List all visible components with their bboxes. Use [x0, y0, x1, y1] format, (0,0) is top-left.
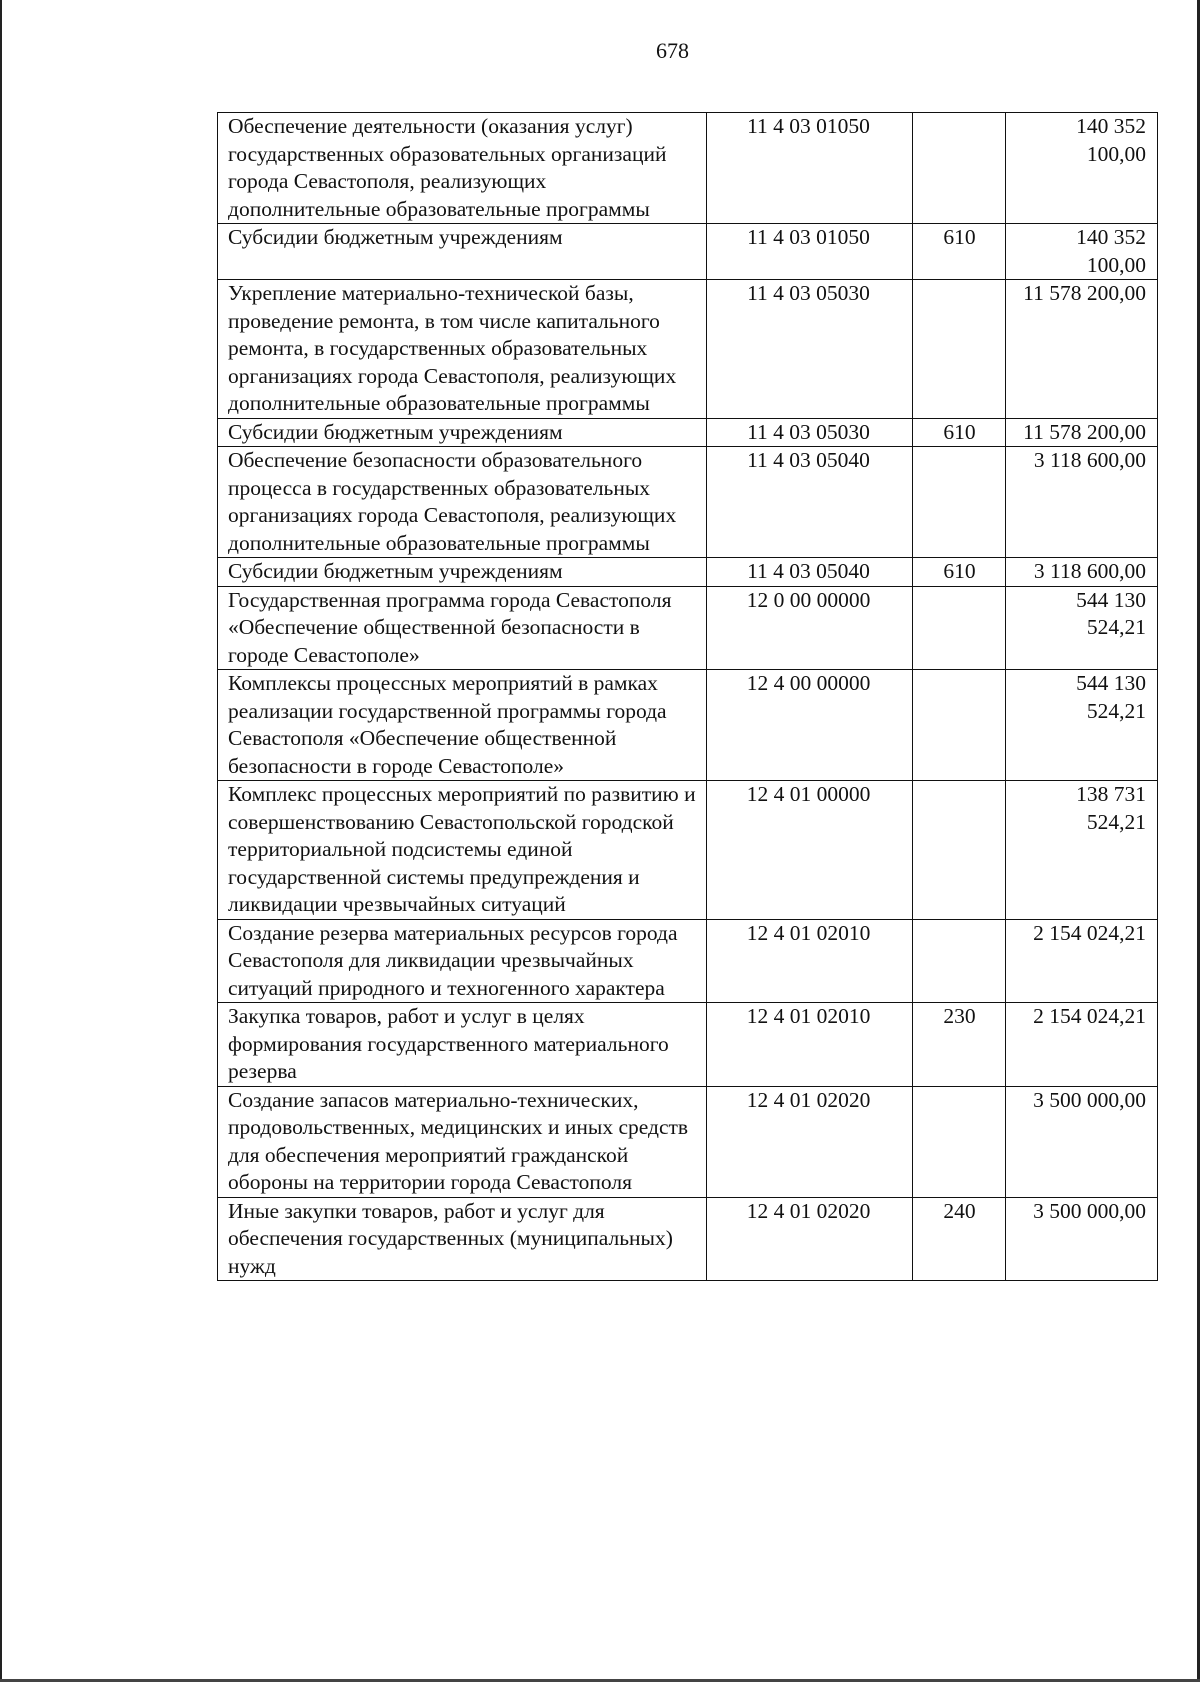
- cell-sum: 3 118 600,00: [1006, 447, 1158, 558]
- cell-code: 11 4 03 01050: [707, 224, 913, 280]
- cell-expense-type: [913, 280, 1006, 419]
- cell-name: Государственная программа города Севастополя «Обеспечение общественной безопасности в городе Севастополе»: [218, 586, 707, 670]
- cell-expense-type: [913, 113, 1006, 224]
- cell-name: Субсидии бюджетным учреждениям: [218, 224, 707, 280]
- table-row: [218, 586, 1158, 670]
- cell-expense-type: [913, 781, 1006, 920]
- table-row: [218, 1086, 1158, 1197]
- cell-code: 12 4 01 02020: [707, 1197, 913, 1281]
- table-row: [218, 224, 1158, 280]
- cell-name: Создание резерва материальных ресурсов города Севастополя для ликвидации чрезвычайных ситуаций природного и техногенного характера: [218, 919, 707, 1003]
- budget-table-body: [218, 113, 1158, 1281]
- cell-expense-type: 610: [913, 558, 1006, 587]
- table-row: [218, 418, 1158, 447]
- cell-name: Комплекс процессных мероприятий по развитию и совершенствованию Севастопольской городской территориальной подсистемы единой государственной системы предупреждения и ликвидации чрезвычайных ситуаций: [218, 781, 707, 920]
- budget-table: [217, 112, 1158, 1281]
- table-row: [218, 113, 1158, 224]
- table-row: [218, 919, 1158, 1003]
- cell-code: 12 4 00 00000: [707, 670, 913, 781]
- cell-sum: 3 500 000,00: [1006, 1197, 1158, 1281]
- cell-sum: 140 352 100,00: [1006, 224, 1158, 280]
- cell-expense-type: [913, 447, 1006, 558]
- cell-name: Комплексы процессных мероприятий в рамках реализации государственной программы города Севастополя «Обеспечение общественной безопасности в городе Севастополе»: [218, 670, 707, 781]
- cell-sum: 544 130 524,21: [1006, 586, 1158, 670]
- cell-sum: 11 578 200,00: [1006, 418, 1158, 447]
- cell-expense-type: 610: [913, 224, 1006, 280]
- table-row: [218, 1197, 1158, 1281]
- cell-name: Обеспечение деятельности (оказания услуг) государственных образовательных организаций города Севастополя, реализующих дополнительные образовательные программы: [218, 113, 707, 224]
- table-row: [218, 280, 1158, 419]
- cell-expense-type: [913, 919, 1006, 1003]
- cell-sum: 3 500 000,00: [1006, 1086, 1158, 1197]
- cell-sum: 2 154 024,21: [1006, 1003, 1158, 1087]
- cell-expense-type: [913, 670, 1006, 781]
- cell-sum: 3 118 600,00: [1006, 558, 1158, 587]
- cell-sum: 2 154 024,21: [1006, 919, 1158, 1003]
- cell-code: 11 4 03 05030: [707, 280, 913, 419]
- table-row: [218, 1003, 1158, 1087]
- cell-name: Субсидии бюджетным учреждениям: [218, 558, 707, 587]
- cell-name: Обеспечение безопасности образовательного процесса в государственных образовательных организациях города Севастополя, реализующих дополнительные образовательные программы: [218, 447, 707, 558]
- cell-code: 11 4 03 05040: [707, 558, 913, 587]
- table-row: [218, 558, 1158, 587]
- cell-sum: 140 352 100,00: [1006, 113, 1158, 224]
- cell-name: Укрепление материально-технической базы, проведение ремонта, в том числе капитального ремонта, в государственных образовательных организациях города Севастополя, реализующих дополнительные образовательные программы: [218, 280, 707, 419]
- cell-expense-type: 610: [913, 418, 1006, 447]
- cell-code: 12 4 01 00000: [707, 781, 913, 920]
- table-row: [218, 447, 1158, 558]
- cell-code: 11 4 03 05040: [707, 447, 913, 558]
- cell-sum: 138 731 524,21: [1006, 781, 1158, 920]
- cell-name: Закупка товаров, работ и услуг в целях формирования государственного материального резерва: [218, 1003, 707, 1087]
- cell-sum: 544 130 524,21: [1006, 670, 1158, 781]
- cell-code: 12 0 00 00000: [707, 586, 913, 670]
- cell-name: Субсидии бюджетным учреждениям: [218, 418, 707, 447]
- cell-expense-type: [913, 1086, 1006, 1197]
- cell-expense-type: [913, 586, 1006, 670]
- table-row: [218, 781, 1158, 920]
- cell-name: Иные закупки товаров, работ и услуг для обеспечения государственных (муниципальных) нужд: [218, 1197, 707, 1281]
- table-row: [218, 670, 1158, 781]
- scan-edge-left: [0, 0, 2, 1682]
- cell-code: 11 4 03 05030: [707, 418, 913, 447]
- cell-expense-type: 240: [913, 1197, 1006, 1281]
- cell-code: 11 4 03 01050: [707, 113, 913, 224]
- cell-expense-type: 230: [913, 1003, 1006, 1087]
- cell-name: Создание запасов материально-технических, продовольственных, медицинских и иных средств для обеспечения мероприятий гражданской обороны на территории города Севастополя: [218, 1086, 707, 1197]
- cell-sum: 11 578 200,00: [1006, 280, 1158, 419]
- cell-code: 12 4 01 02010: [707, 919, 913, 1003]
- cell-code: 12 4 01 02020: [707, 1086, 913, 1197]
- cell-code: 12 4 01 02010: [707, 1003, 913, 1087]
- page-number: 678: [656, 38, 689, 63]
